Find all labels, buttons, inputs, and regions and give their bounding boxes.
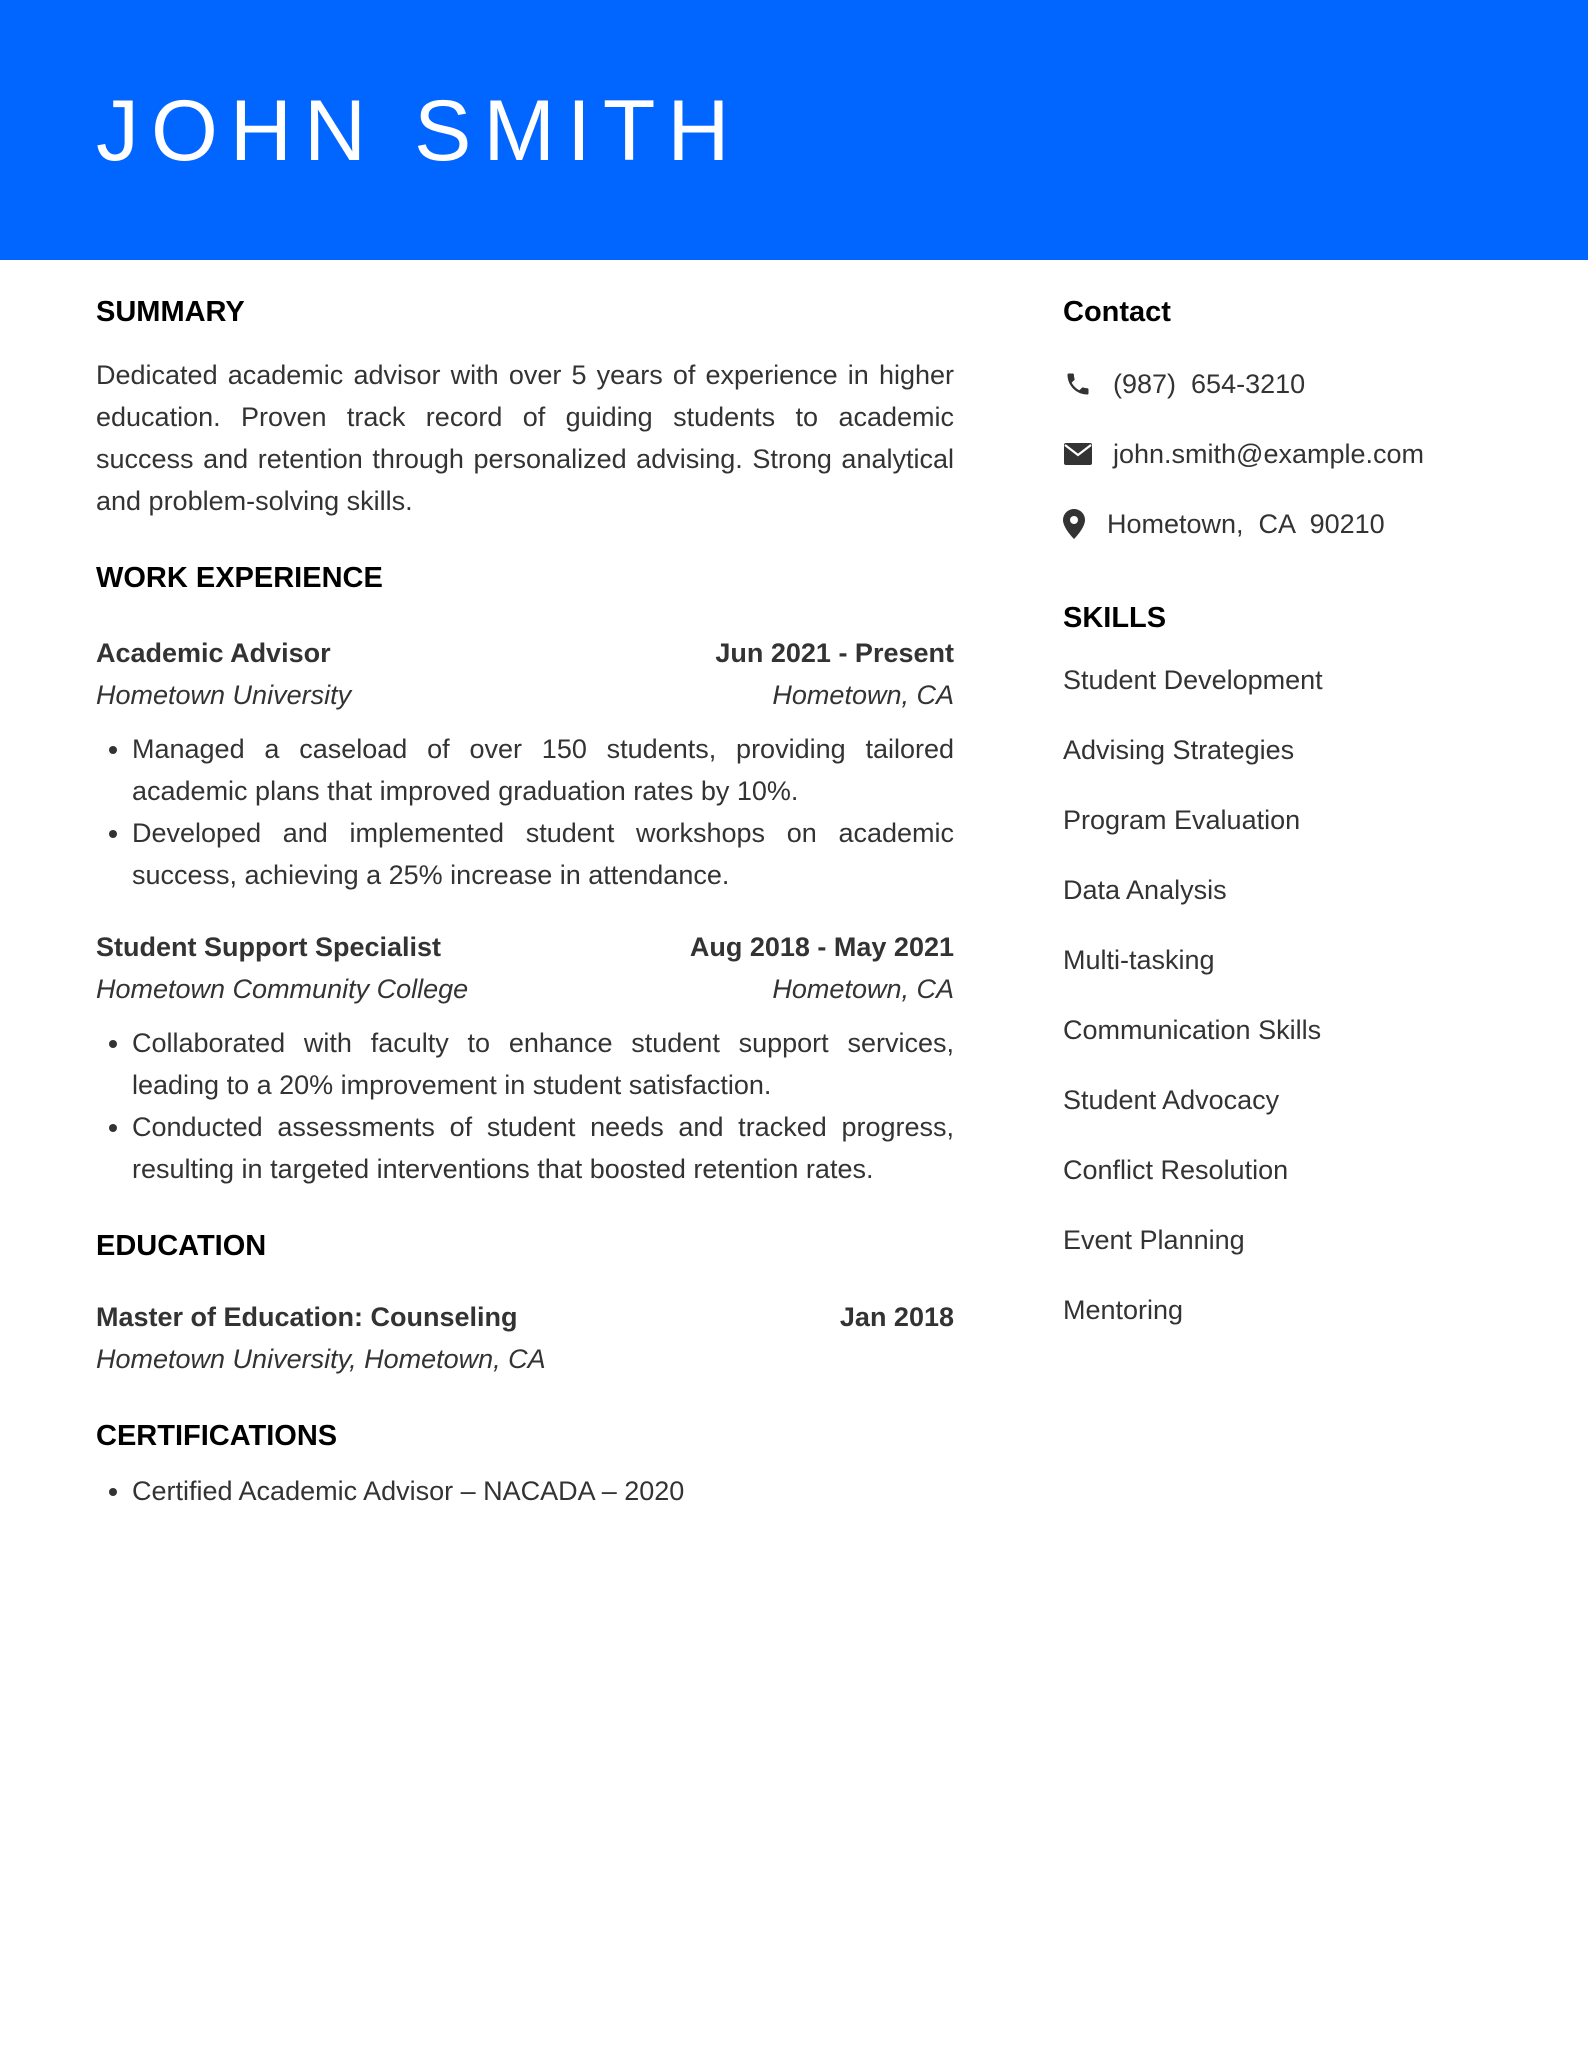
- address: Hometown, CA 90210: [1107, 508, 1385, 539]
- job-dates: Jun 2021 - Present: [715, 638, 954, 668]
- job-organization: Hometown University: [96, 680, 352, 710]
- skills-section: [1063, 596, 1523, 1330]
- phone-icon: [1063, 369, 1093, 399]
- skill-item: Conflict Resolution: [1063, 1155, 1289, 1185]
- skills-title: SKILLS: [1063, 602, 1167, 634]
- job-entry: [96, 632, 954, 896]
- skill-item: Event Planning: [1063, 1225, 1245, 1255]
- envelope-icon: [1063, 439, 1093, 469]
- certification-list: [96, 1470, 954, 1512]
- contact-phone: [1063, 364, 1523, 404]
- phone-number: (987) 654-3210: [1113, 368, 1306, 399]
- degree-date: Jan 2018: [839, 1302, 954, 1332]
- work-experience-section: [96, 556, 954, 1190]
- skill-list: [1063, 660, 1523, 1330]
- education-entry: [96, 1296, 954, 1380]
- job-bullets: [96, 1022, 954, 1190]
- skill-item: Multi-tasking: [1063, 945, 1215, 975]
- job-entry: [96, 926, 954, 1190]
- school-name: Hometown University, Hometown, CA: [96, 1344, 546, 1374]
- certification-item: • Certified Academic Advisor – NACADA – 2020: [132, 1470, 954, 1512]
- summary-section: [96, 290, 954, 522]
- skill-item: Student Advocacy: [1063, 1085, 1280, 1115]
- job-location: Hometown, CA: [772, 974, 954, 1004]
- certifications-section: [96, 1414, 954, 1512]
- job-bullet: • Conducted assessments of student needs and tracked progress, resulting in targeted interventions that boosted retention rates.: [132, 1106, 954, 1190]
- work-experience-title: WORK EXPERIENCE: [96, 562, 383, 594]
- education-title: EDUCATION: [96, 1230, 267, 1262]
- certifications-title: CERTIFICATIONS: [96, 1420, 338, 1452]
- email-address: john.smith@example.com: [1113, 438, 1425, 469]
- education-section: [96, 1224, 954, 1380]
- skill-item: Student Development: [1063, 665, 1323, 695]
- skill-item: Mentoring: [1063, 1295, 1184, 1325]
- degree-name: Master of Education: Counseling: [96, 1302, 518, 1332]
- job-organization: Hometown Community College: [96, 974, 469, 1004]
- summary-title: SUMMARY: [96, 296, 245, 328]
- job-bullet: • Managed a caseload of over 150 students, providing tailored academic plans that improved graduation rates by 10%.: [132, 728, 954, 812]
- contact-address: [1063, 504, 1523, 544]
- map-pin-icon: [1063, 509, 1085, 539]
- job-location: Hometown, CA: [772, 680, 954, 710]
- summary-text: Dedicated academic advisor with over 5 years of experience in higher education. Proven track record of guiding students to academic success and retention through personalized advising. Strong analytical and problem-solving skills.: [96, 360, 954, 516]
- contact-title: Contact: [1063, 296, 1171, 328]
- skill-item: Communication Skills: [1063, 1015, 1322, 1045]
- main-column: [96, 290, 954, 1512]
- job-role: Academic Advisor: [96, 638, 331, 668]
- contact-section: [1063, 290, 1523, 544]
- candidate-name: JOHN SMITH: [96, 83, 742, 179]
- job-dates: Aug 2018 - May 2021: [689, 932, 954, 962]
- contact-email: [1063, 434, 1523, 474]
- job-bullet: • Collaborated with faculty to enhance student support services, leading to a 20% improvement in student satisfaction.: [132, 1022, 954, 1106]
- job-bullet: • Developed and implemented student workshops on academic success, achieving a 25% increase in attendance.: [132, 812, 954, 896]
- job-bullets: [96, 728, 954, 896]
- skill-item: Advising Strategies: [1063, 735, 1295, 765]
- header-banner: [0, 0, 1588, 260]
- skill-item: Program Evaluation: [1063, 805, 1301, 835]
- sidebar-column: [1063, 290, 1523, 1360]
- skill-item: Data Analysis: [1063, 875, 1227, 905]
- job-role: Student Support Specialist: [96, 932, 442, 962]
